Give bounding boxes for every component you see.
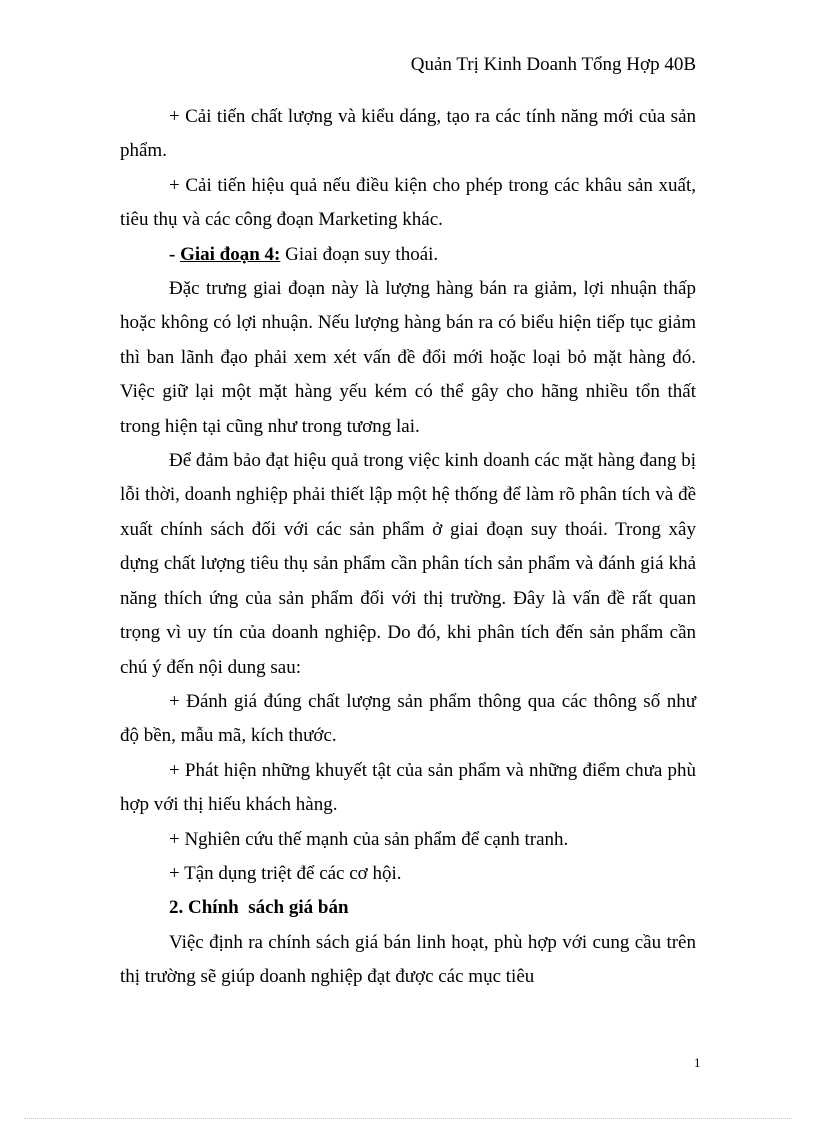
bullet-research-strengths: + Nghiên cứu thế mạnh của sản phẩm để cạnh tranh.	[169, 828, 569, 850]
paragraph-decline-characteristics: Đặc trưng giai đoạn này là lượng hàng bán ra giảm, lợi nhuận thấp hoặc không có lợi nhuận. Nếu lượng hàng bán ra có biểu hiện tiếp tục giảm thì ban lãnh đạo phải xem xét vấn đề đổi mới hoặc loại bỏ mặt hàng đó. Việc giữ lại một mặt hàng yếu kém có thể gây cho hãng nhiều tổn thất trong hiện tại cũng như trong tương lai.	[120, 278, 696, 437]
body-text	[120, 100, 696, 995]
section-heading-pricing: 2. Chính sách giá bán	[169, 897, 349, 919]
paragraph-ensure-efficiency: Để đảm bảo đạt hiệu quả trong việc kinh doanh các mặt hàng đang bị lỗi thời, doanh nghiệp phải thiết lập một hệ thống để làm rõ phân tích và đề xuất chính sách đối với các sản phẩm ở giai đoạn suy thoái. Trong xây dựng chất lượng tiêu thụ sản phẩm cần phân tích sản phẩm và đánh giá khả năng thích ứng của sản phẩm đối với thị trường. Đây là vấn đề rất quan trọng vì uy tín của doanh nghiệp. Do đó, khi phân tích đến sản phẩm cần chú ý đến nội dung sau:	[120, 450, 696, 678]
page-number: 1	[694, 1055, 701, 1070]
bullet-improve-efficiency: + Cải tiến hiệu quả nếu điều kiện cho phép trong các khâu sản xuất, tiêu thụ và các công đoạn Marketing khác.	[120, 174, 696, 231]
stage-text: Giai đoạn suy thoái.	[280, 243, 439, 265]
stage-label: Giai đoạn 4:	[180, 243, 281, 265]
bullet-detect-defects: + Phát hiện những khuyết tật của sản phẩm và những điểm chưa phù hợp với thị hiếu khách hàng.	[120, 759, 696, 816]
bullet-improve-quality: + Cải tiến chất lượng và kiểu dáng, tạo ra các tính năng mới của sản phẩm.	[120, 106, 696, 162]
stage-prefix: -	[169, 243, 181, 265]
stage-4-heading	[120, 238, 696, 272]
footer-divider	[24, 1118, 792, 1119]
paragraph-pricing-policy: Việc định ra chính sách giá bán linh hoạt, phù hợp với cung cầu trên thị trường sẽ giúp doanh nghiệp đạt được các mục tiêu	[120, 931, 696, 988]
bullet-evaluate-quality: + Đánh giá đúng chất lượng sản phẩm thông qua các thông số như độ bền, mẫu mã, kích thước.	[120, 690, 696, 747]
bullet-use-opportunities: + Tận dụng triệt để các cơ hội.	[169, 862, 402, 884]
running-header: Quản Trị Kinh Doanh Tổng Hợp 40B	[410, 54, 696, 75]
